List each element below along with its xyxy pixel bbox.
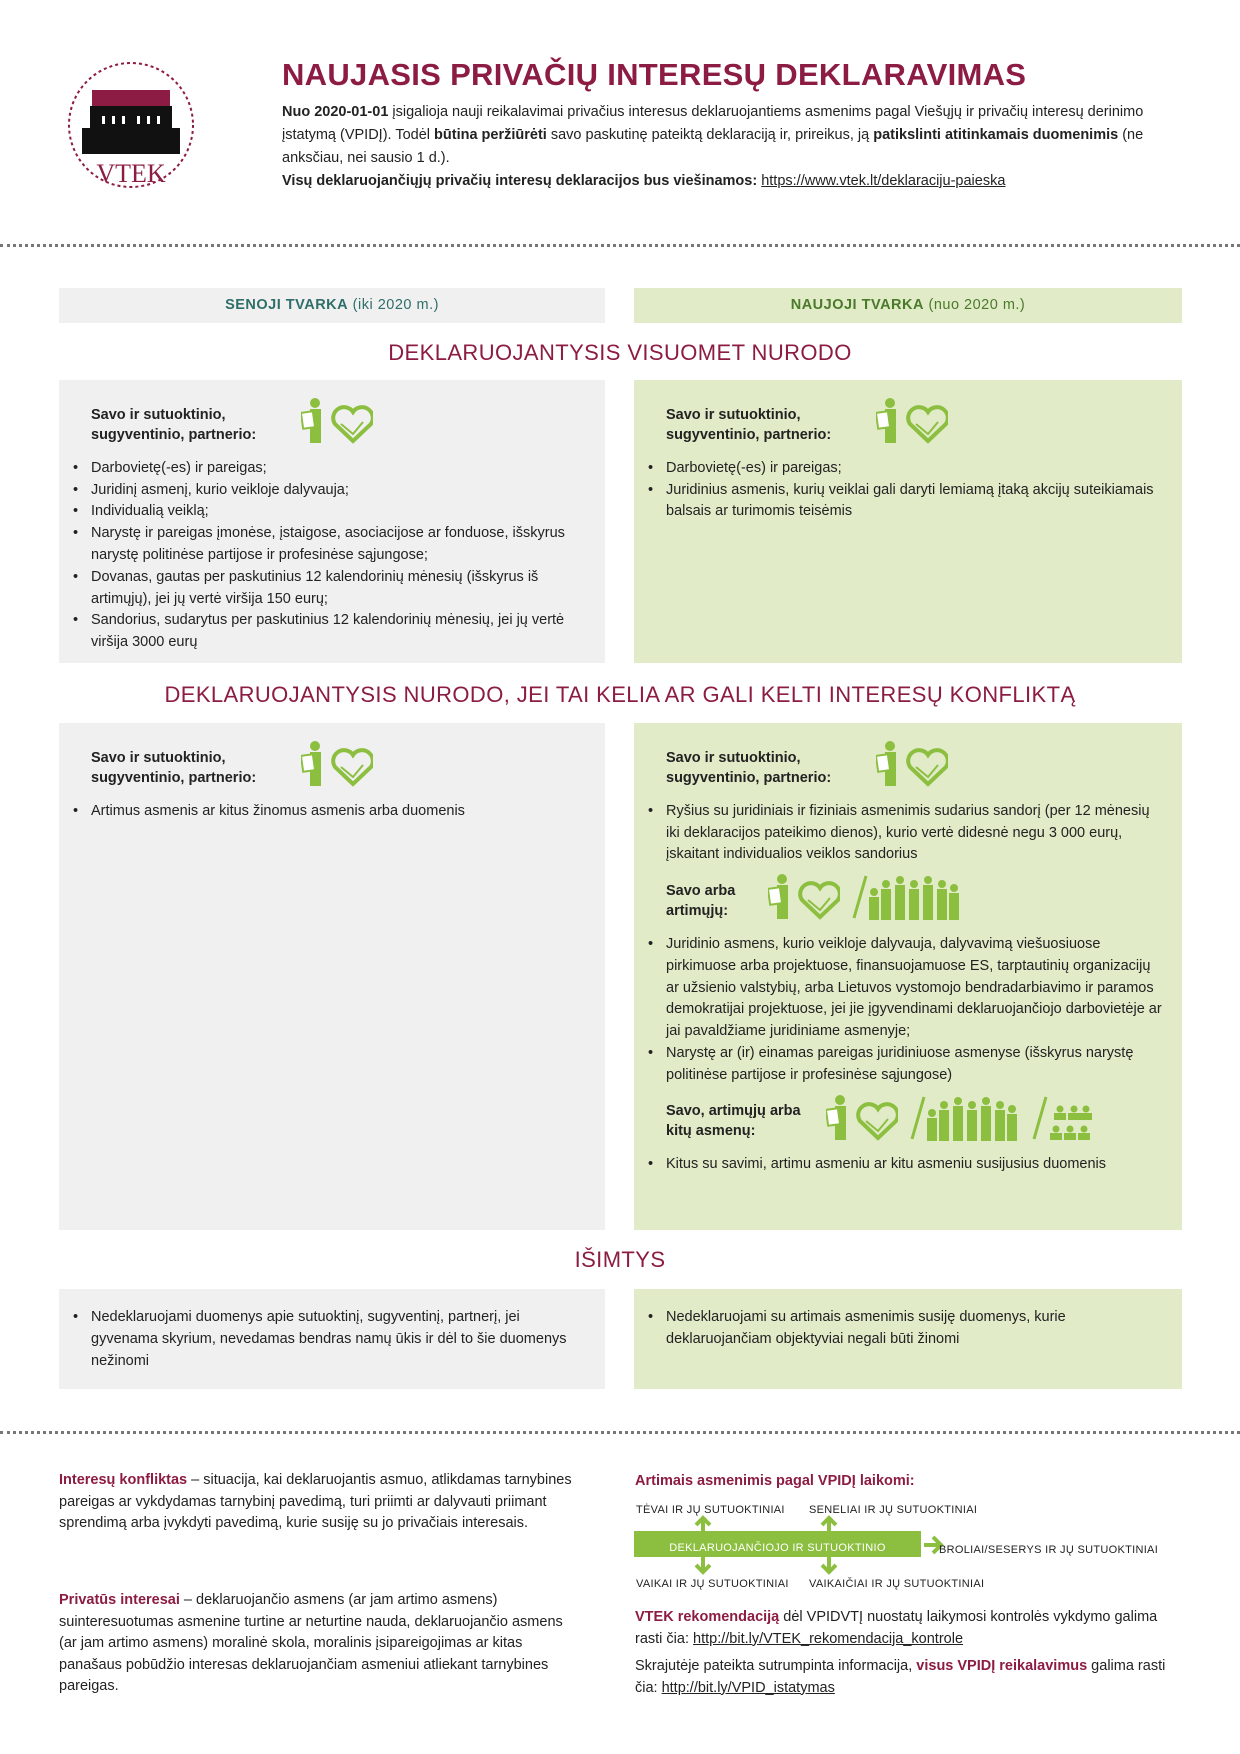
new-list [648, 801, 1162, 866]
public-note: Visų deklaruojančiųjų privačių interesų deklaracijos bus viešinamos: [282, 173, 758, 189]
list-item: • Darbovietę(-es) ir pareigas; [73, 458, 585, 480]
law-text2: galima rasti čia: [635, 1658, 1166, 1696]
declarations-search-link[interactable]: https://www.vtek.lt/deklaraciju-paieska [761, 173, 1006, 189]
list-item: • Juridinius asmenis, kurių veiklai gali daryti lemiamą įtaką akcijų suteikiamais balsais ar turimomis teisėmis [648, 480, 1162, 524]
rec-bold: VTEK rekomendaciją [635, 1609, 780, 1625]
new-order-header [634, 288, 1182, 323]
new-list [648, 934, 1162, 1087]
list-item: • Juridinio asmens, kurio veikloje dalyvauja, dalyvavimą viešuosiuose pirkimuose arba projektuose, finansuojamuose ES, tarptautinių organizacijų ar užsienio valstybių, arba Lietuvos vystomojo bendradarbiavimo ir paramos demokratijai projektuose, jei jie įgyvendinami deklaruojančiojo darbovietėje ar jai pavaldžiame juridiniame asmenyje; [648, 934, 1162, 1043]
subtitle: Savo ir sutuoktinio, sugyventinio, partnerio: [91, 749, 257, 786]
intro-bold-3: patikslinti atitinkamais duomenimis [873, 127, 1119, 143]
list-item: • Sandorius, sudarytus per paskutinius 12 kalendorinių mėnesių, jei jų vertė viršija 3000 eurų [73, 610, 585, 654]
intro-text-3: (ne anksčiau, nei sausio 1 d.). [282, 127, 1144, 166]
self-spouse-icon [301, 741, 373, 795]
law-bold: visus VPIDĮ reikalavimus [916, 1658, 1088, 1674]
new-list [648, 1307, 1162, 1351]
private-interest-definition [59, 1590, 579, 1698]
subtitle: Savo ir sutuoktinio, sugyventinio, partnerio: [666, 406, 832, 443]
new-order-name: NAUJOJI TVARKA [790, 297, 924, 313]
list-item: • Darbovietę(-es) ir pareigas; [648, 458, 1162, 480]
intro-text-1: įsigalioja nauji reikalavimai privačius interesus deklaruojantiems asmenims pagal Viešųjų ir privačių interesų derinimo įstatymą (VPIDĮ). Todėl [282, 104, 1144, 143]
subtitle: Savo, artimųjų arba kitų asmenų: [666, 1103, 801, 1140]
subtitle: Savo ir sutuoktinio, sugyventinio, partnerio: [666, 749, 832, 786]
diagram-top-right: SENELIAI IR JŲ SUTUOKTINIAI [809, 1504, 978, 1516]
list-item: • Ryšius su juridiniais ir fiziniais asmenimis sudarius sandorį (per 12 mėnesių iki deklaracijos pateikimo dienos), kurio vertė didesnė negu 3 000 eurų, įskaitant individualios veiklos sandorius [648, 801, 1162, 866]
conflict-definition [59, 1470, 579, 1535]
close-persons-title: Artimais asmenimis pagal VPIDĮ laikomi: [635, 1473, 915, 1489]
diagram-top-left: TĖVAI IR JŲ SUTUOKTINIAI [636, 1504, 785, 1516]
intro-text [282, 101, 1162, 193]
list-item: • Dovanas, gautas per paskutinius 12 kalendorinių mėnesių (išskyrus iš artimųjų), jei jų vertė viršija 150 eurų; [73, 567, 585, 611]
close-persons-diagram [634, 1500, 1194, 1590]
private-term: Privatūs interesai [59, 1592, 180, 1608]
self-spouse-icon [826, 1095, 898, 1149]
rec-text: dėl VPIDVTĮ nuostatų laikymosi kontrolės vykdymo galima rasti čia: [635, 1609, 1158, 1647]
list-item: • Kitus su savimi, artimu asmeniu ar kitu asmeniu susijusius duomenis [648, 1154, 1162, 1176]
law-note [635, 1656, 1175, 1699]
section3-title: IŠIMTYS [574, 1247, 666, 1272]
self-spouse-icon [876, 741, 948, 795]
section2-new-box [634, 723, 1182, 1230]
old-order-name: SENOJI TVARKA [225, 297, 349, 313]
divider [0, 1431, 1240, 1434]
section3-new-box [634, 1289, 1182, 1389]
section1-old-box [59, 380, 605, 663]
section1-new-box [634, 380, 1182, 663]
other-persons-icon [1030, 1095, 1092, 1149]
list-item: • Individualią veiklą; [73, 501, 585, 523]
recommendation-link[interactable]: http://bit.ly/VTEK_rekomendacija_kontrole [693, 1630, 964, 1647]
self-spouse-icon [301, 398, 373, 452]
diagram-center: DEKLARUOJANČIOJO IR SUTUOKTINIO [669, 1542, 886, 1554]
svg-text:VTEK: VTEK [96, 159, 166, 188]
list-item: • Nedeklaruojami su artimais asmenimis susiję duomenys, kurie deklaruojančiam objektyviai negali būti žinomi [648, 1307, 1162, 1351]
new-order-period: (nuo 2020 m.) [928, 297, 1026, 313]
law-text: Skrajutėje pateikta sutrumpinta informacija, [635, 1658, 917, 1674]
section3-old-box [59, 1289, 605, 1389]
subtitle: Savo ir sutuoktinio, sugyventinio, partnerio: [91, 406, 257, 443]
list-item: • Narystę ir pareigas įmonėse, įstaigose, asociacijose ar fonduose, išskyrus narystę politinėse partijose ir profesinėse sąjungose; [73, 523, 585, 567]
list-item: • Narystę ar (ir) einamas pareigas juridiniuose asmenyse (išskyrus narystę politinėse partijose ir profesinėse sąjungose) [648, 1043, 1162, 1087]
diagram-right: BROLIAI/SESERYS IR JŲ SUTUOKTINIAI [939, 1544, 1159, 1556]
list-item: • Artimus asmenis ar kitus žinomus asmenis arba duomenis [73, 801, 585, 823]
conflict-term: Interesų konfliktas [59, 1472, 188, 1488]
old-order-period: (iki 2020 m.) [352, 297, 439, 313]
diagram-bottom-left: VAIKAI IR JŲ SUTUOKTINIAI [636, 1578, 789, 1590]
subtitle: Savo arba artimųjų: [666, 883, 736, 920]
vtek-logo [62, 58, 200, 192]
list-item: • Nedeklaruojami duomenys apie sutuoktinį, sugyventinį, partnerį, jei gyvenama skyrium, nevedamas bendras namų ūkis ir dėl to šie duomenys nežinomi [73, 1307, 585, 1372]
divider [0, 244, 1240, 247]
family-icon [850, 874, 962, 928]
conflict-def: – situacija, kai deklaruojantis asmuo, atlikdamas tarnybines pareigas ar vykdydamas tarnybinį pavedimą, turi priimti ar dalyvauti priimant sprendimą arba įvykdyti pavedimą, kurie susiję su jo privačiais interesais. [59, 1472, 572, 1531]
diagram-bottom-right: VAIKAIČIAI IR JŲ SUTUOKTINIAI [809, 1578, 985, 1590]
intro-date: Nuo 2020-01-01 [282, 104, 389, 120]
section2-old-box [59, 723, 605, 1230]
section1-title: DEKLARUOJANTYSIS VISUOMET NURODO [388, 340, 852, 365]
family-icon [908, 1095, 1020, 1149]
intro-text-2: savo paskutinę pateiktą deklaraciją ir, prireikus, ją [546, 127, 874, 143]
new-list [648, 1154, 1162, 1176]
intro-bold-2: būtina peržiūrėti [434, 127, 547, 143]
old-list [73, 458, 585, 654]
law-link[interactable]: http://bit.ly/VPID_istatymas [661, 1679, 835, 1696]
self-spouse-icon [768, 874, 840, 928]
page-title: NAUJASIS PRIVAČIŲ INTERESŲ DEKLARAVIMAS [282, 57, 1027, 92]
section2-title: DEKLARUOJANTYSIS NURODO, JEI TAI KELIA AR GALI KELTI INTERESŲ KONFLIKTĄ [164, 682, 1076, 707]
new-list [648, 458, 1162, 523]
recommendation-note [635, 1607, 1175, 1650]
old-list [73, 1307, 585, 1372]
private-def: – deklaruojančio asmens (ar jam artimo asmens) suinteresuotumas asmenine turtine ar neturtine nauda, deklaruojančio asmens (ar jam artimo asmens) moralinė skola, moralinis įsipareigojimas ar kitas panašaus pobūdžio interesas deklaruojančiam asmeniui atliekant tarnybines pareigas. [59, 1592, 563, 1694]
old-list [73, 801, 585, 823]
self-spouse-icon [876, 398, 948, 452]
list-item: • Juridinį asmenį, kurio veikloje dalyvauja; [73, 480, 585, 502]
old-order-header [59, 288, 605, 323]
